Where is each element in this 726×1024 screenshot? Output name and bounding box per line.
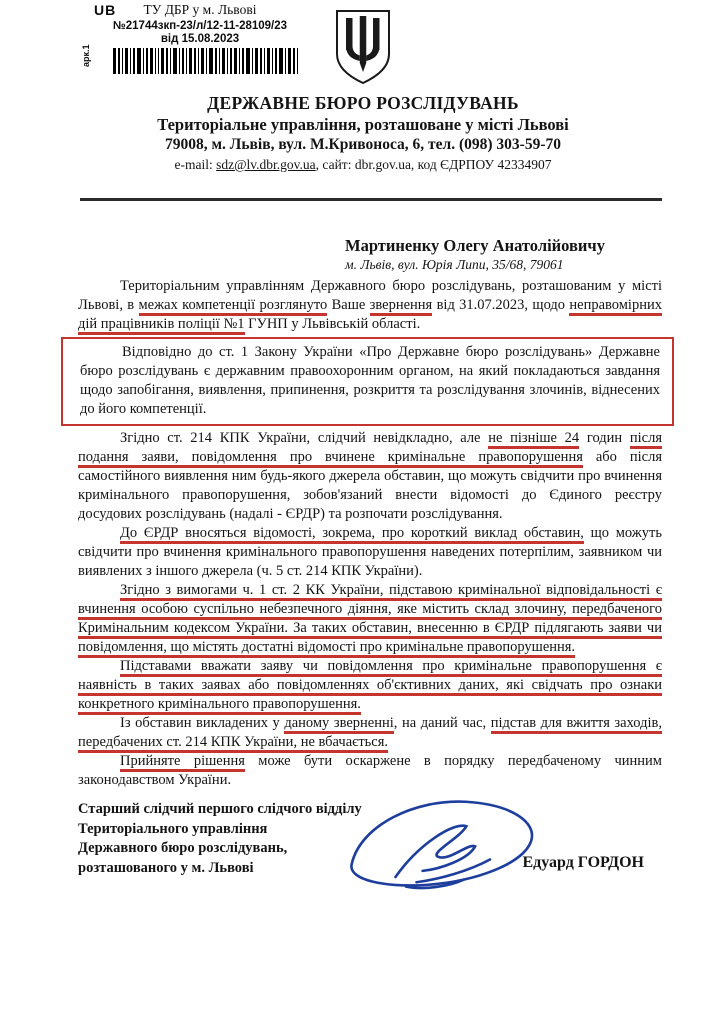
org-address-phone: 79008, м. Львів, вул. М.Кривоноса, 6, тел. (098) 303-59-70: [164, 136, 562, 153]
letter-body: [78, 277, 662, 790]
red-underlined-text: Згідно з вимогами ч. 1 ст. 2 КК України, підставою кримінальної відповідальності є вчинення особою суспільно небезпечного діяння, яке містить склад злочину, передбаченого Кримінальним кодексом України. За таких обставин, внесенню в ЄРДР підлягають заяви чи повідомлення, що містять достатні відомості про кримінальне правопорушення.: [78, 582, 662, 658]
stamp-document-number: №21744зкп-23/л/12-11-28109/23: [112, 20, 288, 32]
letterhead: [0, 92, 726, 174]
paragraph: [78, 752, 662, 790]
body-text: Відповідно до ст. 1 Закону України «Про Державне бюро розслідувань» Державне бюро розслідувань є державним правоохоронним органом, на який покладаються завдання щодо запобігання, виявлення, припинення, розкриття та розслідування злочинів, віднесених до його компетенції.: [80, 344, 660, 417]
stamp-sheet-label: арк.1: [81, 44, 91, 67]
site-and-code: , сайт: dbr.gov.ua, код ЄДРПОУ 42334907: [315, 157, 552, 172]
addressee-address: м. Львів, вул. Юрія Липи, 35/68, 79061: [345, 257, 564, 272]
paragraph: [78, 524, 662, 581]
red-underlined-text: межах компетенції розглянуто: [139, 297, 328, 316]
addressee-block: [345, 235, 662, 273]
body-text: Ваше: [327, 297, 370, 313]
body-text: що можуть свідчити про вчинення кримінального правопорушення наведених потерпілим, заявником чи виявлених з іншого джерела (ч. 5 ст. 214 КПК України).: [78, 525, 662, 579]
body-text: або після самостійного виявлення ним будь-якого джерела обставин, що можуть свідчити про вчинення кримінального правопорушення, зобов'язаний внести відомості до Єдиного реєстру досудових розслідувань (надалі - ЄРДР) та розпочати розслідування.: [78, 449, 662, 522]
signer-position-line: Старший слідчий першого слідчого відділу: [78, 801, 362, 817]
barcode-icon: [113, 48, 301, 74]
signer-name: Едуард ГОРДОН: [522, 854, 644, 871]
stamp-org: ТУ ДБР у м. Львові: [143, 2, 257, 17]
body-text: ГУНП у Львівській області.: [244, 316, 421, 332]
body-text: може бути оскаржене в порядку передбаченому чинним законодавством України.: [78, 753, 662, 788]
red-underlined-text: після подання заяви, повідомлення про вчинене кримінальне правопорушення: [78, 430, 662, 468]
ukraine-trident-icon: [330, 8, 396, 86]
body-text: від 31.07.2023, щодо: [432, 297, 570, 313]
red-underlined-text: даному зверненні: [284, 715, 393, 734]
registration-stamp: [81, 2, 308, 75]
red-underlined-text: неправомірних дій працівників поліції №1: [78, 297, 662, 335]
stamp-barcode-row: [81, 44, 308, 75]
signer-position-line: розташованого у м. Львові: [78, 859, 254, 876]
body-text: , на даний час,: [393, 715, 491, 731]
red-underlined-text: Прийняте рішення: [120, 753, 245, 772]
addressee-name: Мартиненку Олегу Анатолійовичу: [345, 236, 605, 255]
red-underlined-text: не пізніше 24: [488, 430, 579, 449]
red-underlined-text: звернення: [370, 297, 433, 316]
body-text: годин: [579, 430, 630, 446]
paragraph: [78, 429, 662, 524]
org-contacts: [0, 155, 726, 174]
paragraph: [78, 657, 662, 714]
boxed-paragraph: [61, 337, 674, 426]
red-underlined-text: Підставами вважати заяву чи повідомлення про кримінальне правопорушення є наявність в таких заявах або повідомленнях об'єктивних даних, які свідчать про ознаки конкретного кримінального правопорушення.: [78, 658, 662, 715]
signature-block: [78, 800, 662, 918]
paragraph: [78, 714, 662, 752]
red-underlined-text: підстав для вжиття заходів, передбачених ст. 214 КПК України, не вбачається.: [78, 715, 662, 753]
body-text: Територіальним управлінням Державного бюро розслідувань, розташованим у місті Львові, в: [78, 278, 662, 313]
body-text: Із обставин викладених у: [120, 715, 285, 731]
paragraph: [78, 581, 662, 657]
stamp-date: від 15.08.2023: [160, 33, 240, 45]
letterhead-divider: [80, 198, 662, 201]
paragraph: [78, 277, 662, 334]
red-underlined-text: До ЄРДР вносяться відомості, зокрема, про короткий виклад обставин,: [120, 525, 584, 544]
signer-position-line: Державного бюро розслідувань,: [78, 840, 288, 856]
signer-position-line: Територіального управління: [78, 820, 268, 837]
stamp-prefix: UB: [94, 2, 117, 18]
org-name: ДЕРЖАВНЕ БЮРО РОЗСЛІДУВАНЬ: [207, 93, 519, 113]
body-text: Згідно ст. 214 КПК України, слідчий невідкладно, але: [120, 430, 489, 446]
org-division: Територіальне управління, розташоване у місті Львові: [157, 115, 569, 134]
email-link[interactable]: sdz@lv.dbr.gov.ua: [216, 157, 316, 172]
stamp-org-row: [92, 2, 308, 18]
email-label: e-mail:: [174, 157, 217, 172]
